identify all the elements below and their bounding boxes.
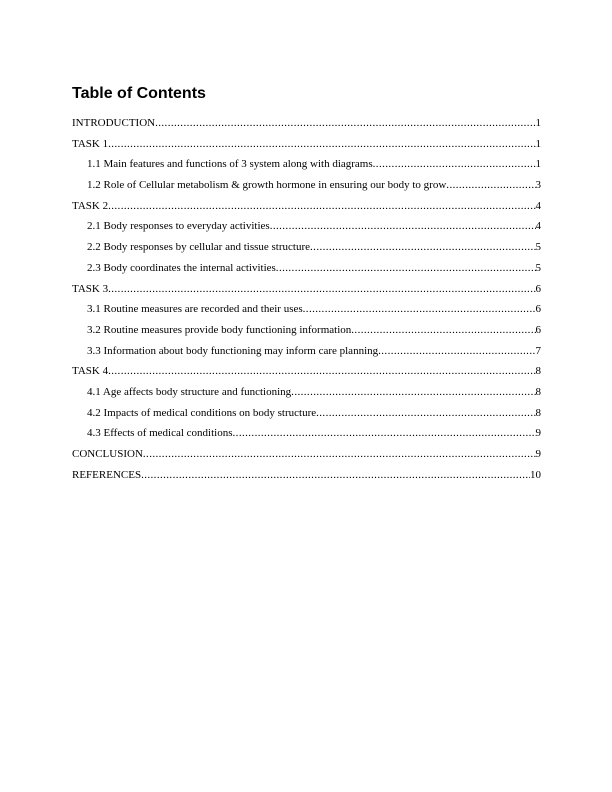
- toc-page-number: 9: [535, 448, 541, 460]
- toc-entry-references[interactable]: [72, 468, 541, 489]
- toc-entry-text: 4.3 Effects of medical conditions: [87, 427, 233, 440]
- toc-entry-text: TASK 1: [72, 137, 109, 150]
- toc-page-number: 8: [535, 365, 541, 378]
- toc-entry-2-3[interactable]: [72, 261, 541, 282]
- toc-dot-leader: [291, 385, 535, 399]
- toc-dot-leader: [108, 282, 535, 296]
- toc-dot-leader: [233, 426, 536, 440]
- toc-dot-leader: [143, 447, 536, 461]
- toc-dot-leader: [108, 199, 535, 213]
- toc-entry-introduction[interactable]: [72, 116, 541, 137]
- toc-entry-3-2[interactable]: [72, 323, 541, 344]
- toc-entry-text: INTRODUCTION: [72, 117, 156, 129]
- toc-page-number: 3: [535, 179, 541, 192]
- toc-dot-leader: [316, 406, 535, 420]
- toc-entry-1-1[interactable]: [72, 157, 541, 178]
- toc-entry-3-3[interactable]: [72, 344, 541, 365]
- table-of-contents: [72, 116, 541, 488]
- toc-dot-leader: [155, 116, 535, 130]
- toc-entry-text: REFERENCES: [72, 468, 142, 481]
- toc-entry-text: 2.1 Body responses to everyday activities: [87, 220, 270, 233]
- toc-page-number: 7: [535, 344, 541, 357]
- toc-dot-leader: [310, 240, 535, 254]
- toc-page-number: 5: [535, 241, 541, 254]
- toc-entry-text: 4.1 Age affects body structure and functioning: [87, 385, 292, 398]
- toc-page-number: 8: [535, 385, 541, 398]
- toc-entry-conclusion[interactable]: [72, 447, 541, 468]
- toc-page-number: 6: [535, 323, 541, 336]
- toc-entry-text: 2.2 Body responses by cellular and tissue structure: [87, 241, 311, 254]
- toc-dot-leader: [378, 344, 535, 358]
- toc-dot-leader: [446, 178, 535, 192]
- toc-dot-leader: [276, 261, 536, 275]
- toc-entry-text: 3.1 Routine measures are recorded and their uses: [87, 303, 303, 316]
- toc-entry-1-2[interactable]: [72, 178, 541, 199]
- toc-entry-text: 4.2 Impacts of medical conditions on body structure: [87, 406, 317, 419]
- toc-page-number: 9: [535, 427, 541, 440]
- toc-entry-task-1[interactable]: [72, 137, 541, 158]
- toc-entry-text: CONCLUSION: [72, 448, 143, 460]
- toc-dot-leader: [108, 364, 535, 378]
- toc-page-number: 6: [535, 282, 541, 295]
- toc-entry-text: 1.1 Main features and functions of 3 system along with diagrams: [87, 158, 373, 171]
- toc-page-number: 4: [535, 220, 541, 233]
- toc-entry-text: TASK 4: [72, 365, 109, 378]
- toc-page-number: 5: [535, 261, 541, 274]
- toc-entry-4-3[interactable]: [72, 426, 541, 447]
- toc-dot-leader: [141, 468, 530, 482]
- toc-entry-text: TASK 3: [72, 282, 109, 295]
- toc-entry-2-2[interactable]: [72, 240, 541, 261]
- toc-entry-4-2[interactable]: [72, 406, 541, 427]
- toc-entry-text: 2.3 Body coordinates the internal activities: [87, 261, 276, 274]
- page-title: Table of Contents: [72, 85, 206, 102]
- toc-dot-leader: [351, 323, 535, 337]
- toc-page-number: 1: [535, 137, 541, 150]
- toc-entry-3-1[interactable]: [72, 302, 541, 323]
- toc-page-number: 6: [535, 303, 541, 316]
- toc-dot-leader: [108, 137, 535, 151]
- toc-page-number: 4: [535, 199, 541, 212]
- toc-dot-leader: [270, 219, 536, 233]
- toc-entry-2-1[interactable]: [72, 219, 541, 240]
- toc-entry-task-4[interactable]: [72, 364, 541, 385]
- toc-entry-task-2[interactable]: [72, 199, 541, 220]
- toc-entry-task-3[interactable]: [72, 282, 541, 303]
- toc-dot-leader: [303, 302, 536, 316]
- toc-page-number: 8: [535, 406, 541, 419]
- toc-page-number: 1: [535, 158, 541, 171]
- toc-page-number: 1: [535, 117, 541, 129]
- toc-entry-4-1[interactable]: [72, 385, 541, 406]
- toc-page-number: 10: [530, 468, 541, 481]
- toc-entry-text: 1.2 Role of Cellular metabolism & growth hormone in ensuring our body to grow: [87, 179, 447, 192]
- toc-entry-text: 3.3 Information about body functioning may inform care planning: [87, 344, 379, 357]
- toc-dot-leader: [373, 157, 536, 171]
- toc-entry-text: 3.2 Routine measures provide body functioning information: [87, 323, 352, 336]
- toc-entry-text: TASK 2: [72, 199, 109, 212]
